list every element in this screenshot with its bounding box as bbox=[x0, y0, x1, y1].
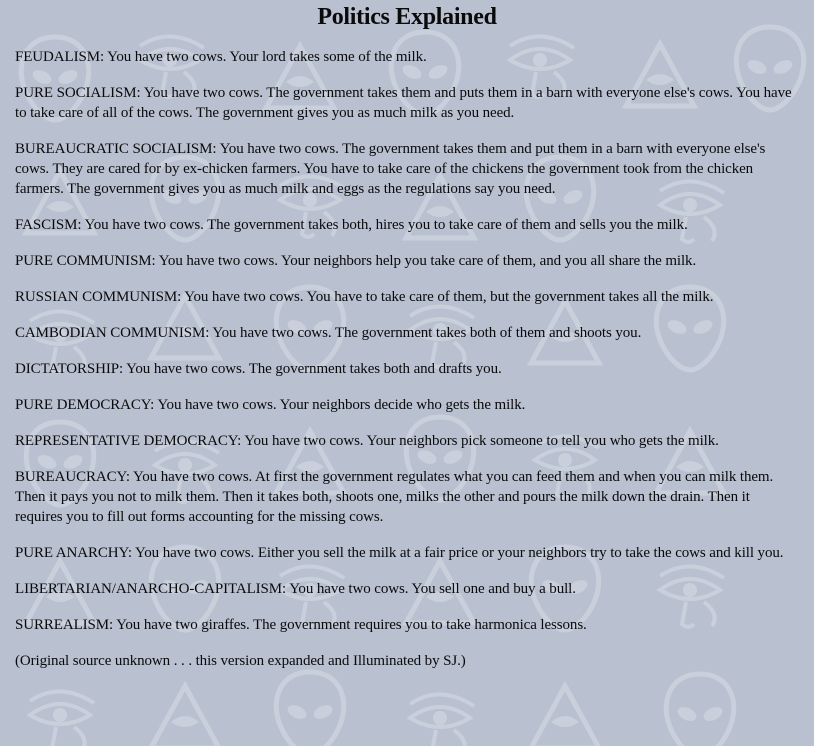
entry-bureaucracy: BUREAUCRACY: You have two cows. At first the government regulates what you can feed them and when you can milk them. Then it pays you not to milk them. Then it takes both, shoots one, milks the other and pours the milk down the drain. Then it requires you to fill out forms accounting for the missing cows. bbox=[15, 469, 774, 525]
entry-cambodian-communism: CAMBODIAN COMMUNISM: You have two cows. The government takes both of them and shoots you. bbox=[15, 325, 642, 341]
page-title: Politics Explained bbox=[317, 4, 497, 30]
entries-list bbox=[15, 47, 799, 671]
entry-dictatorship: DICTATORSHIP: You have two cows. The government takes both and drafts you. bbox=[15, 361, 502, 377]
source-note: (Original source unknown . . . this version expanded and Illuminated by SJ.) bbox=[15, 653, 466, 669]
entry-pure-communism: PURE COMMUNISM: You have two cows. Your neighbors help you take care of them, and you all share the milk. bbox=[15, 253, 697, 269]
entry-bureaucratic-socialism: BUREAUCRATIC SOCIALISM: You have two cows. The government takes them and put them in a barn with everyone else's cows. They are cared for by ex-chicken farmers. You have to take care of the chickens the government took from the chicken farmers. The government gives you as much milk and eggs as the regulations say you need. bbox=[15, 141, 766, 197]
entry-feudalism: FEUDALISM: You have two cows. Your lord takes some of the milk. bbox=[15, 49, 427, 65]
entry-representative-democracy: REPRESENTATIVE DEMOCRACY: You have two cows. Your neighbors pick someone to tell you who gets the milk. bbox=[15, 433, 719, 449]
entry-pure-socialism: PURE SOCIALISM: You have two cows. The government takes them and puts them in a barn with everyone else's cows. You have to take care of all of the cows. The government gives you as much milk as you need. bbox=[15, 85, 792, 121]
entry-fascism: FASCISM: You have two cows. The government takes both, hires you to take care of them and sells you the milk. bbox=[15, 217, 688, 233]
entry-pure-anarchy: PURE ANARCHY: You have two cows. Either you sell the milk at a fair price or your neighbors try to take the cows and kill you. bbox=[15, 545, 784, 561]
entry-surrealism: SURREALISM: You have two giraffes. The government requires you to take harmonica lessons. bbox=[15, 617, 587, 633]
entry-pure-democracy: PURE DEMOCRACY: You have two cows. Your neighbors decide who gets the milk. bbox=[15, 397, 526, 413]
entry-russian-communism: RUSSIAN COMMUNISM: You have two cows. You have to take care of them, but the government takes all the milk. bbox=[15, 289, 714, 305]
entry-libertarian: LIBERTARIAN/ANARCHO-CAPITALISM: You have two cows. You sell one and buy a bull. bbox=[15, 581, 576, 597]
